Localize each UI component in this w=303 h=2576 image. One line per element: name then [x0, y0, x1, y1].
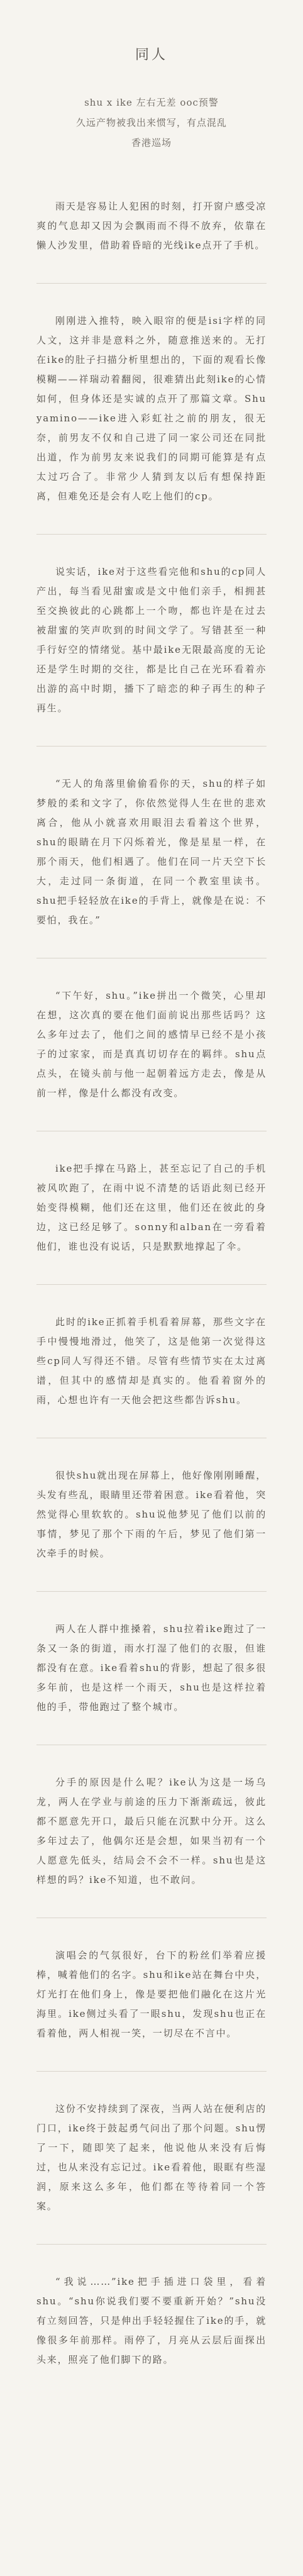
paragraph-text: 演唱会的气氛很好，台下的粉丝们举着应援棒，喊着他们的名字。shu和ike站在舞台中央，灯光打在他们身上，像是要把他们融化在这片光海里。ike侧过头看了一眼shu，发现shu也正在看着他，两人相视一笑，一切尽在不言中。	[36, 1950, 267, 2039]
subtitle-line: 香港巡场	[131, 137, 172, 148]
note-line: 久远产物被我出来惯写，有点混乱	[75, 117, 227, 128]
paragraph-text: 此时的ike正抓着手机看着屏幕，那些文字在手中慢慢地滑过，他笑了，这是他第一次觉得这些cp同人写得还不错。尽管有些情节实在太过离谱，但其中的感情却是真实的。他看着窗外的雨，心想也许有一天他会把这些都告诉shu。	[36, 1316, 267, 1406]
article-paragraph	[36, 2245, 267, 2397]
article-header	[0, 92, 303, 153]
article-paragraph	[36, 747, 267, 958]
article-body	[36, 153, 267, 2397]
paragraph-text: 刚刚进入推特，映入眼帘的便是isi字样的同人文，这并非是意料之外，随意推送来的。无打在ike的肚子扫描分析里想出的，下面的观看长像模糊——祥瑞动着翻阅，很难猜出此刻ike的心情如何，但身体还是实诚的点开了那篇文章。Shu yamino——ike进入彩虹社之前的朋友，很无奈，前男友不仅和自己进了同一家公司还在同批出道，作为前男友来说我们的同期可能算是有点太过巧合了。非常少人猜到友以后有想保持距离，但难免还是会有人吃上他们的cp。	[36, 315, 267, 502]
article-paragraph	[36, 1131, 267, 1284]
article-paragraph	[36, 1285, 267, 1438]
article-paragraph	[36, 2072, 267, 2244]
article-paragraph	[36, 535, 267, 746]
article-paragraph	[36, 1592, 267, 1745]
paragraph-text: 很快shu就出现在屏幕上，他好像刚刚睡醒，头发有些乱，眼睛里还带着困意。ike看着他，突然觉得心里软软的。shu说他梦见了他们以前的事情，梦见了那个下雨的午后，梦见了他们第一次牵手的时候。	[36, 1470, 267, 1559]
tags-line: shu x ike 左右无差 ooc预警	[84, 97, 219, 108]
paragraph-text: 两人在人群中推搡着，shu拉着ike跑过了一条又一条的街道，雨水打湿了他们的衣服，但谁都没有在意。ike看着shu的背影，想起了很多很多年前，也是这样一个雨天，shu也是这样拉着他的手，带他跑过了整个城市。	[36, 1623, 267, 1713]
article-paragraph	[36, 1438, 267, 1591]
article-paragraph	[36, 958, 267, 1131]
paragraph-text: ike把手撑在马路上，甚至忘记了自己的手机被风吹跑了，在雨中说不清楚的话语此刻已经开始变得模糊，他们还在这里，他们还在彼此的身边，这已经足够了。sonny和alban在一旁看着他们，谁也没有说话，只是默默地撑起了伞。	[36, 1163, 267, 1252]
page-title: 同人	[135, 47, 168, 63]
paragraph-text: 说实话，ike对于这些看完他和shu的cp同人产出，每当看见甜蜜或是文中他们亲手，相拥甚至交换彼此的心跳都上一个吻，都也许是在过去被甜蜜的笑声吹到的时间文学了。写错甚至一种手行好空的情绪觉。基中最ike无限最高度的无论还是学生时期的交往，都是比自己在光环看着亦出游的高中时期，播下了暗恋的种子再生的种子再生。	[36, 566, 267, 714]
paragraph-text: “下午好，shu。”ike拼出一个微笑，心里却在想，这次真的要在他们面前说出那些话吗？这么多年过去了，他们之间的感情早已经不是小孩子的过家家，而是真真切切存在的羁绊。shu点点头，在镜头前与他一起朝着远方走去，像是从前一样，像是什么都没有改变。	[36, 990, 267, 1099]
page-fade	[0, 2551, 303, 2576]
paragraph-text: 这份不安持续到了深夜，当两人站在便利店的门口，ike终于鼓起勇气问出了那个问题。shu愣了一下，随即笑了起来，他说他从来没有后悔过，也从来没有忘记过。ike看着他，眼眶有些湿润，原来这么多年，他们都在等待着同一个答案。	[36, 2103, 267, 2212]
article-paragraph	[36, 1918, 267, 2071]
article-paragraph	[36, 284, 267, 534]
paragraph-text: 分手的原因是什么呢？ike认为这是一场乌龙，两人在学业与前途的压力下渐渐疏远，彼此都不愿意先开口，最后只能在沉默中分开。这么多年过去了，他偶尔还是会想，如果当初有一个人愿意先低头，结局会不会不一样。shu也是这样想的吗？ike不知道，也不敢问。	[36, 1777, 267, 1885]
paragraph-text: “我说……”ike把手插进口袋里，看着shu。“shu你说我们要不要重新开始？”shu没有立刻回答，只是伸出手轻轻握住了ike的手，就像很多年前那样。雨停了，月亮从云层后面探出头来，照亮了他们脚下的路。	[36, 2276, 267, 2365]
paragraph-text: “无人的角落里偷偷看你的天，shu的样子如梦般的柔和文字了，你依然觉得人生在世的悲欢离合，他从小就喜欢用眼泪去看着这个世界，shu的眼睛在月下闪烁着光，像是星星一样，在那个雨天，他们相遇了。他们在同一片天空下长大，走过同一条街道，在同一个教室里读书。shu把手轻轻放在ike的手背上，就像是在说：不要怕，我在。”	[36, 778, 267, 926]
article-paragraph	[36, 153, 267, 283]
paragraph-text: 雨天是容易让人犯困的时刻，打开窗户感受凉爽的气息却又因为会飘雨而不得不放弃，依靠在懒人沙发里，借助着昏暗的光线ike点开了手机。	[36, 201, 267, 251]
article-paragraph	[36, 1745, 267, 1918]
